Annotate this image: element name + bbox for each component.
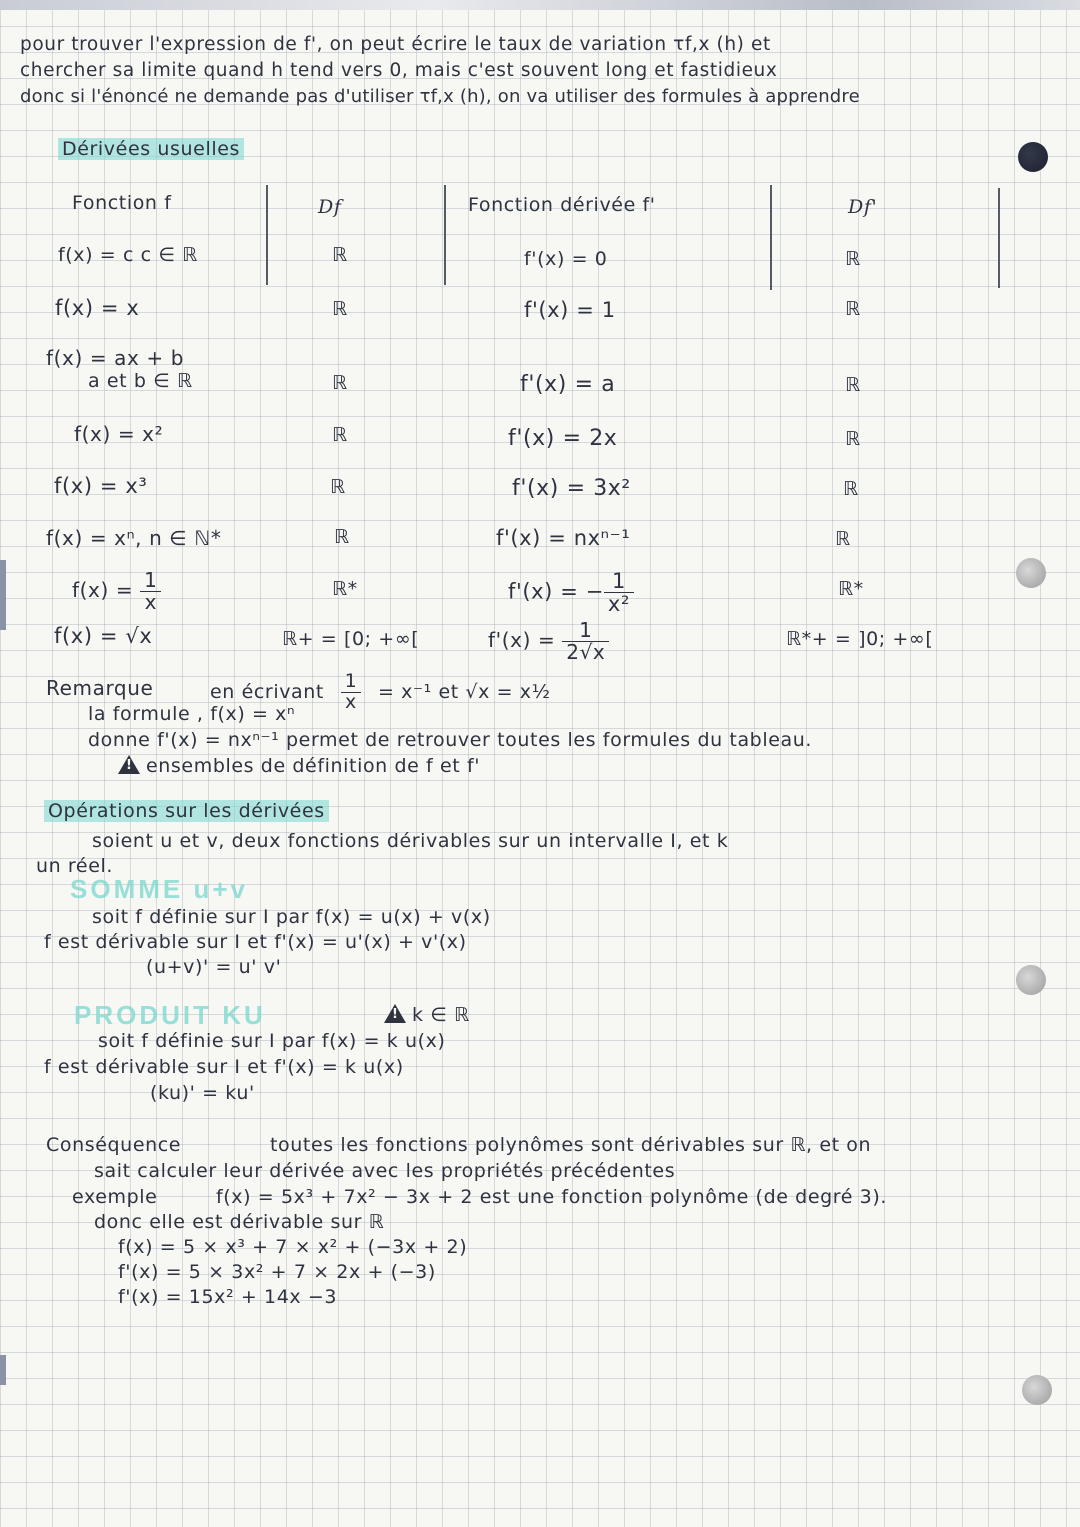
row-8-fprime bbox=[488, 620, 609, 663]
product-note bbox=[384, 1004, 470, 1026]
product-line-2: f est dérivable sur I et f'(x) = k u(x) bbox=[44, 1056, 404, 1078]
row-2-dfprime: ℝ bbox=[845, 298, 861, 320]
binder-hole-icon bbox=[1016, 965, 1046, 995]
row-5-df: ℝ bbox=[330, 476, 346, 498]
row-7-fprime-prefix: f'(x) = − bbox=[508, 579, 604, 604]
table-divider bbox=[444, 185, 446, 285]
header-dfprime: Df' bbox=[848, 196, 878, 218]
sum-line-3: (u+v)' = u' v' bbox=[146, 956, 282, 978]
row-7-dfprime: ℝ* bbox=[838, 578, 864, 600]
row-1-f: f(x) = c c ∈ ℝ bbox=[58, 244, 198, 266]
sum-label: SOMME u+v bbox=[70, 874, 248, 904]
intro-line-1: pour trouver l'expression de f', on peut écrire le taux de variation τf,x (h) et bbox=[20, 34, 771, 55]
example-line-2: donc elle est dérivable sur ℝ bbox=[94, 1211, 385, 1233]
remark-text-2: = x⁻¹ et √x = x½ bbox=[377, 680, 551, 703]
row-4-fprime: f'(x) = 2x bbox=[508, 426, 618, 451]
row-8-df: ℝ+ = [0; +∞[ bbox=[282, 628, 420, 650]
row-1-fprime: f'(x) = 0 bbox=[524, 248, 608, 270]
row-8-fprime-denominator: 2√x bbox=[566, 640, 606, 664]
row-3-dfprime: ℝ bbox=[845, 374, 861, 396]
consequence-line-1: toutes les fonctions polynômes sont dérivables sur ℝ, et on bbox=[270, 1134, 872, 1156]
remark-line-4 bbox=[118, 755, 480, 777]
row-8-fprime-numerator: 1 bbox=[562, 620, 609, 642]
intro-line-3: donc si l'énoncé ne demande pas d'utiliser τf,x (h), on va utiliser des formules à apprendre bbox=[20, 86, 860, 107]
calc-line-1: f(x) = 5 × x³ + 7 × x² + (−3x + 2) bbox=[118, 1236, 468, 1258]
row-7-f-numerator: 1 bbox=[140, 570, 161, 592]
row-3-fprime: f'(x) = a bbox=[520, 372, 616, 397]
product-line-3: (ku)' = ku' bbox=[150, 1082, 255, 1104]
row-6-df: ℝ bbox=[334, 526, 350, 548]
intro-line-2: chercher sa limite quand h tend vers 0, mais c'est souvent long et fastidieux bbox=[20, 60, 778, 81]
row-4-df: ℝ bbox=[332, 424, 348, 446]
example-line-1: f(x) = 5x³ + 7x² − 3x + 2 est une fonction polynôme (de degré 3). bbox=[216, 1186, 888, 1208]
consequence-label: Conséquence bbox=[46, 1134, 182, 1156]
header-f: Fonction f bbox=[72, 192, 172, 214]
remark-frac-num: 1 bbox=[341, 672, 362, 693]
table-divider bbox=[266, 185, 268, 285]
row-5-f: f(x) = x³ bbox=[54, 474, 148, 498]
operations-intro-1: soient u et v, deux fonctions dérivables sur un intervalle I, et k bbox=[92, 830, 729, 852]
binder-hole-icon bbox=[1016, 558, 1046, 588]
warning-icon bbox=[118, 755, 140, 774]
product-note-text: k ∈ ℝ bbox=[412, 1004, 470, 1026]
row-6-f: f(x) = xⁿ, n ∈ ℕ* bbox=[46, 526, 222, 550]
consequence-line-2: sait calculer leur dérivée avec les propriétés précédentes bbox=[94, 1160, 676, 1182]
product-label: PRODUIT KU bbox=[74, 1000, 266, 1030]
row-7-f bbox=[72, 570, 161, 613]
row-3-df: ℝ bbox=[332, 372, 348, 394]
warning-icon bbox=[384, 1004, 406, 1023]
remark-frac-den: x bbox=[345, 690, 357, 713]
row-2-df: ℝ bbox=[332, 298, 348, 320]
row-6-fprime: f'(x) = nxⁿ⁻¹ bbox=[496, 526, 631, 550]
calc-line-3: f'(x) = 15x² + 14x −3 bbox=[118, 1286, 338, 1308]
row-1-dfprime: ℝ bbox=[845, 248, 861, 270]
row-8-dfprime: ℝ*+ = ]0; +∞[ bbox=[786, 628, 934, 650]
example-label: exemple bbox=[72, 1186, 158, 1208]
header-df: Df bbox=[318, 196, 342, 218]
table-divider bbox=[770, 185, 772, 290]
row-4-f: f(x) = x² bbox=[74, 422, 164, 446]
sum-line-1: soit f définie sur I par f(x) = u(x) + v(x) bbox=[92, 906, 491, 928]
row-5-dfprime: ℝ bbox=[843, 478, 859, 500]
paper-top-edge bbox=[0, 0, 1080, 10]
row-3-f: f(x) = ax + b bbox=[46, 346, 185, 370]
row-8-f: f(x) = √x bbox=[54, 624, 153, 648]
binder-hole-icon bbox=[1018, 142, 1048, 172]
left-edge-mark bbox=[0, 1355, 6, 1385]
remark-line-4-text: ensembles de définition de f et f' bbox=[146, 755, 481, 777]
section-title-operations: Opérations sur les dérivées bbox=[44, 800, 329, 822]
table-divider bbox=[998, 188, 1000, 288]
row-2-f: f(x) = x bbox=[55, 296, 140, 320]
row-4-dfprime: ℝ bbox=[845, 428, 861, 450]
row-8-fprime-prefix: f'(x) = bbox=[488, 628, 563, 652]
section-title-usual: Dérivées usuelles bbox=[58, 138, 244, 160]
row-2-fprime: f'(x) = 1 bbox=[524, 298, 616, 322]
remark-text-1: en écrivant bbox=[210, 680, 324, 703]
binder-hole-icon bbox=[1022, 1375, 1052, 1405]
row-7-fprime bbox=[508, 570, 634, 615]
row-7-df: ℝ* bbox=[332, 578, 358, 600]
calc-line-2: f'(x) = 5 × 3x² + 7 × 2x + (−3) bbox=[118, 1261, 436, 1283]
operations-intro-2: un réel. bbox=[36, 855, 114, 877]
remark-line-3: donne f'(x) = nxⁿ⁻¹ permet de retrouver toutes les formules du tableau. bbox=[88, 729, 813, 751]
remark-line-2: la formule , f(x) = xⁿ bbox=[88, 703, 296, 725]
remark-label: Remarque bbox=[46, 676, 154, 700]
row-7-f-prefix: f(x) = bbox=[72, 578, 141, 602]
header-fprime: Fonction dérivée f' bbox=[468, 194, 656, 216]
left-edge-mark bbox=[0, 560, 6, 630]
sum-line-2: f est dérivable sur I et f'(x) = u'(x) + v'(x) bbox=[44, 931, 467, 953]
row-3-f-condition: a et b ∈ ℝ bbox=[88, 370, 193, 392]
row-7-f-denominator: x bbox=[144, 590, 158, 614]
row-6-dfprime: ℝ bbox=[835, 528, 851, 550]
row-7-fprime-numerator: 1 bbox=[604, 570, 634, 593]
product-line-1: soit f définie sur I par f(x) = k u(x) bbox=[98, 1030, 446, 1052]
row-1-df: ℝ bbox=[332, 244, 348, 266]
row-5-fprime: f'(x) = 3x² bbox=[512, 476, 631, 501]
row-7-fprime-denominator: x² bbox=[607, 592, 630, 617]
